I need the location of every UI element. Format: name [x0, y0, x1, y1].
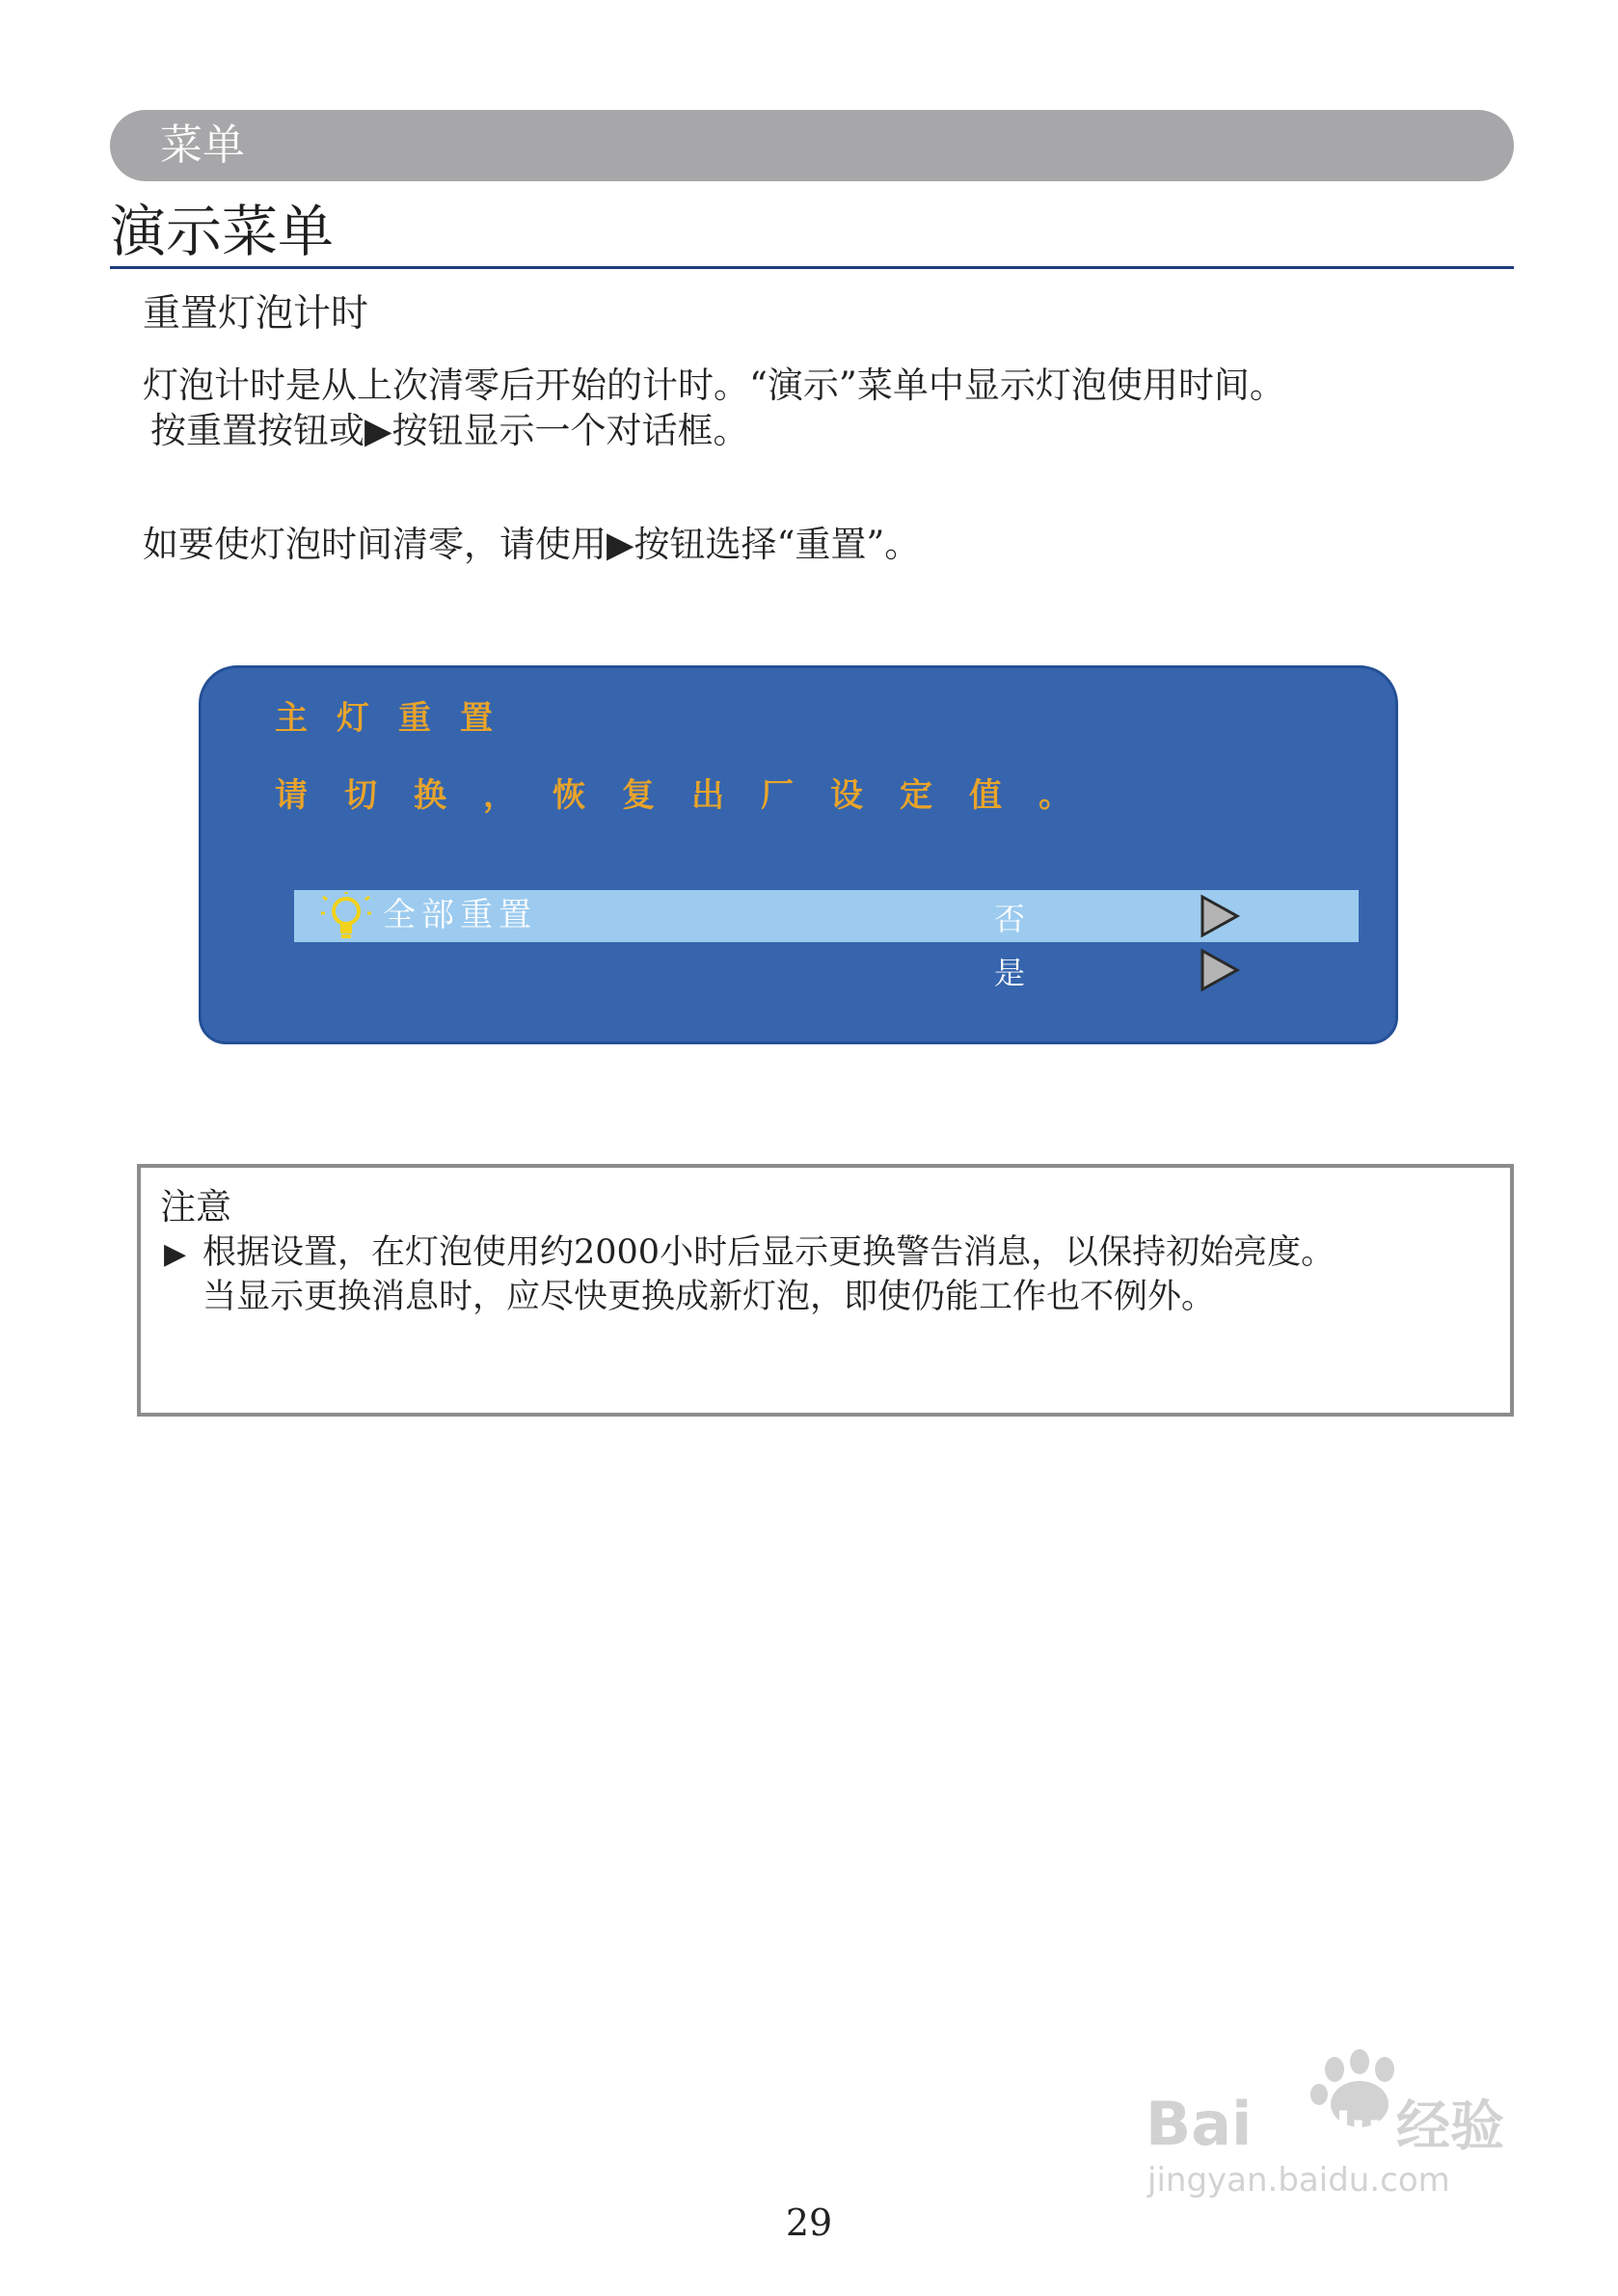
- section-label: 菜单: [160, 121, 245, 170]
- osd-lamp-reset-dialog: [199, 665, 1398, 1044]
- section-header-pill: [110, 110, 1514, 181]
- baidu-jingyan-watermark-logo: [1146, 2048, 1531, 2202]
- right-triangle-icon[interactable]: [1199, 894, 1241, 938]
- osd-option-label: 全部重置: [383, 896, 537, 934]
- osd-option-yes[interactable]: [294, 944, 1359, 996]
- paragraph-reset-instruction: 如要使灯泡时间清零，请使用▶按钮选择“重置”。: [143, 524, 921, 565]
- osd-title: 主灯重置: [275, 699, 522, 738]
- page-number: 29: [785, 2201, 833, 2244]
- svg-text:Bai: Bai: [1146, 2089, 1253, 2159]
- bullet-icon: ▶: [164, 1237, 187, 1271]
- subheading: 重置灯泡计时: [143, 292, 369, 336]
- page-title: 演示菜单: [110, 199, 335, 264]
- osd-option-value-yes: 是: [994, 955, 1026, 991]
- osd-option-value-no: 否: [994, 901, 1026, 937]
- svg-text:经验: 经验: [1396, 2095, 1504, 2158]
- note-box: [137, 1164, 1514, 1417]
- osd-message: 请切换，恢复出厂设定值。: [275, 776, 1108, 815]
- paragraph-lamp-timer: 灯泡计时是从上次清零后开始的计时。“演示”菜单中显示灯泡使用时间。: [143, 365, 1285, 406]
- title-divider: [110, 266, 1514, 269]
- svg-text:jingyan.baidu.com: jingyan.baidu.com: [1147, 2161, 1450, 2200]
- lightbulb-icon: [321, 892, 371, 942]
- paragraph-dialog: 按重置按钮或▶按钮显示一个对话框。: [150, 410, 749, 451]
- note-title: 注意: [160, 1186, 231, 1228]
- osd-option-reset-all[interactable]: [294, 890, 1359, 942]
- note-line-2: 当显示更换消息时，应尽快更换成新灯泡，即使仍能工作也不例外。: [202, 1278, 1216, 1316]
- note-line-1: 根据设置，在灯泡使用约2000小时后显示更换警告消息，以保持初始亮度。: [202, 1233, 1335, 1272]
- svg-text:du: du: [1319, 2103, 1383, 2155]
- right-triangle-icon[interactable]: [1199, 948, 1241, 992]
